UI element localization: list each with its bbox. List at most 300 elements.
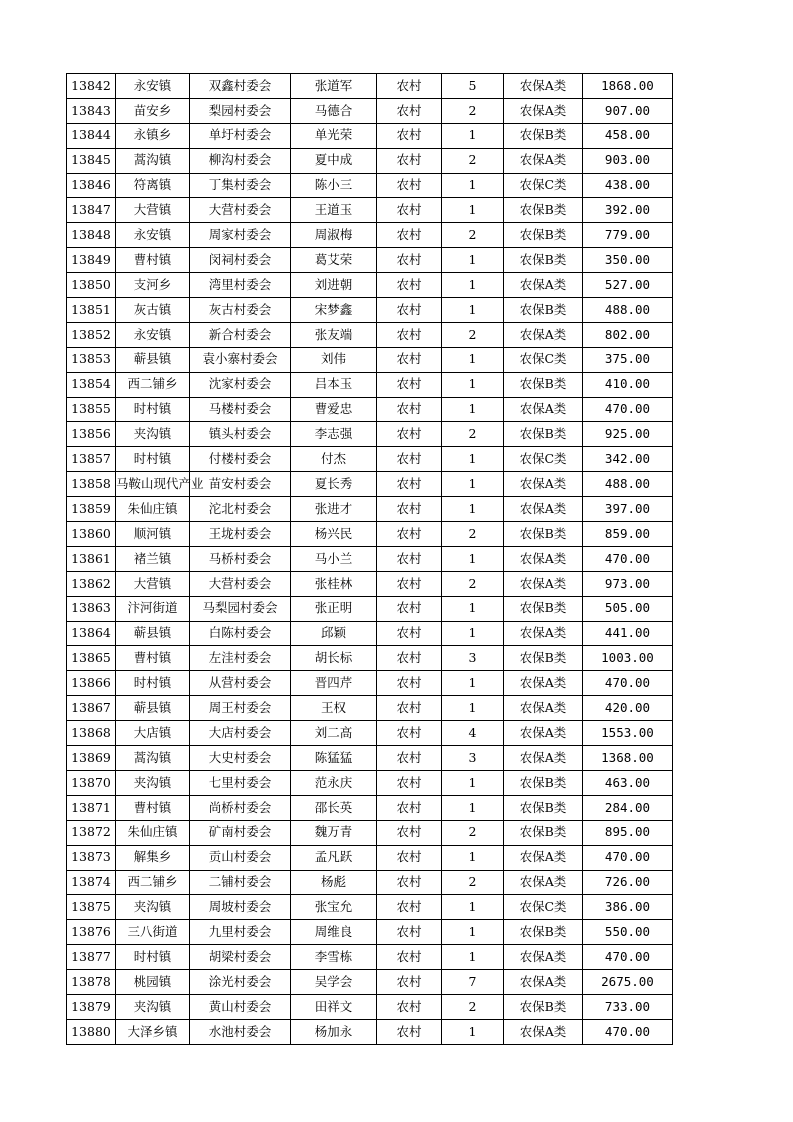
table-row — [67, 621, 673, 646]
amount-cell: 470.00 — [583, 397, 673, 422]
amount-cell: 463.00 — [583, 770, 673, 795]
town-cell: 曹村镇 — [116, 795, 190, 820]
area-type-cell: 农村 — [377, 223, 442, 248]
record-id-cell: 13844 — [67, 123, 116, 148]
area-type-cell: 农村 — [377, 994, 442, 1019]
amount-cell: 779.00 — [583, 223, 673, 248]
amount-cell: 1368.00 — [583, 746, 673, 771]
area-type-cell: 农村 — [377, 746, 442, 771]
insurance-category-cell: 农保B类 — [504, 223, 583, 248]
amount-cell: 470.00 — [583, 1019, 673, 1044]
household-count-cell: 2 — [442, 870, 504, 895]
household-count-cell: 1 — [442, 546, 504, 571]
town-cell: 马鞍山现代产业 — [116, 472, 190, 497]
household-count-cell: 1 — [442, 696, 504, 721]
record-id-cell: 13851 — [67, 298, 116, 323]
village-committee-cell: 湾里村委会 — [190, 273, 291, 298]
town-cell: 曹村镇 — [116, 646, 190, 671]
household-count-cell: 1 — [442, 298, 504, 323]
household-count-cell: 1 — [442, 1019, 504, 1044]
amount-cell: 392.00 — [583, 198, 673, 223]
area-type-cell: 农村 — [377, 397, 442, 422]
table-row — [67, 397, 673, 422]
table-row — [67, 696, 673, 721]
person-name-cell: 曹爱忠 — [291, 397, 377, 422]
village-committee-cell: 镇头村委会 — [190, 422, 291, 447]
table-row — [67, 223, 673, 248]
amount-cell: 342.00 — [583, 447, 673, 472]
town-cell: 蒿沟镇 — [116, 746, 190, 771]
village-committee-cell: 矿南村委会 — [190, 820, 291, 845]
insurance-category-cell: 农保B类 — [504, 248, 583, 273]
amount-cell: 907.00 — [583, 98, 673, 123]
amount-cell: 505.00 — [583, 596, 673, 621]
area-type-cell: 农村 — [377, 596, 442, 621]
village-committee-cell: 马楼村委会 — [190, 397, 291, 422]
insurance-category-cell: 农保A类 — [504, 472, 583, 497]
household-count-cell: 1 — [442, 770, 504, 795]
area-type-cell: 农村 — [377, 770, 442, 795]
record-id-cell: 13877 — [67, 945, 116, 970]
area-type-cell: 农村 — [377, 671, 442, 696]
person-name-cell: 周淑梅 — [291, 223, 377, 248]
household-count-cell: 1 — [442, 248, 504, 273]
record-id-cell: 13872 — [67, 820, 116, 845]
person-name-cell: 李雪栋 — [291, 945, 377, 970]
insurance-category-cell: 农保A类 — [504, 148, 583, 173]
table-row — [67, 472, 673, 497]
village-committee-cell: 左洼村委会 — [190, 646, 291, 671]
table-row — [67, 198, 673, 223]
area-type-cell: 农村 — [377, 173, 442, 198]
person-name-cell: 周维良 — [291, 920, 377, 945]
table-row — [67, 298, 673, 323]
area-type-cell: 农村 — [377, 1019, 442, 1044]
town-cell: 永安镇 — [116, 322, 190, 347]
town-cell: 蒿沟镇 — [116, 148, 190, 173]
town-cell: 解集乡 — [116, 845, 190, 870]
household-count-cell: 5 — [442, 74, 504, 99]
household-count-cell: 1 — [442, 173, 504, 198]
table-row — [67, 546, 673, 571]
insurance-category-cell: 农保B类 — [504, 770, 583, 795]
village-committee-cell: 丁集村委会 — [190, 173, 291, 198]
village-committee-cell: 周家村委会 — [190, 223, 291, 248]
amount-cell: 925.00 — [583, 422, 673, 447]
area-type-cell: 农村 — [377, 123, 442, 148]
area-type-cell: 农村 — [377, 970, 442, 995]
record-id-cell: 13873 — [67, 845, 116, 870]
table-row — [67, 372, 673, 397]
insurance-category-cell: 农保A类 — [504, 970, 583, 995]
village-committee-cell: 袁小寨村委会 — [190, 347, 291, 372]
person-name-cell: 张宝允 — [291, 895, 377, 920]
area-type-cell: 农村 — [377, 646, 442, 671]
town-cell: 夹沟镇 — [116, 895, 190, 920]
person-name-cell: 李志强 — [291, 422, 377, 447]
town-cell: 符离镇 — [116, 173, 190, 198]
area-type-cell: 农村 — [377, 347, 442, 372]
amount-cell: 1003.00 — [583, 646, 673, 671]
table-row — [67, 671, 673, 696]
record-id-cell: 13874 — [67, 870, 116, 895]
town-cell: 朱仙庄镇 — [116, 497, 190, 522]
amount-cell: 550.00 — [583, 920, 673, 945]
person-name-cell: 吕本玉 — [291, 372, 377, 397]
record-id-cell: 13864 — [67, 621, 116, 646]
insurance-category-cell: 农保B类 — [504, 522, 583, 547]
records-table-body — [67, 74, 673, 1045]
record-id-cell: 13878 — [67, 970, 116, 995]
village-committee-cell: 大史村委会 — [190, 746, 291, 771]
household-count-cell: 1 — [442, 198, 504, 223]
amount-cell: 488.00 — [583, 472, 673, 497]
area-type-cell: 农村 — [377, 895, 442, 920]
table-row — [67, 422, 673, 447]
village-committee-cell: 王垅村委会 — [190, 522, 291, 547]
insurance-category-cell: 农保B类 — [504, 123, 583, 148]
insurance-category-cell: 农保C类 — [504, 347, 583, 372]
town-cell: 夹沟镇 — [116, 994, 190, 1019]
area-type-cell: 农村 — [377, 870, 442, 895]
table-row — [67, 98, 673, 123]
household-count-cell: 3 — [442, 646, 504, 671]
village-committee-cell: 柳沟村委会 — [190, 148, 291, 173]
table-row — [67, 571, 673, 596]
household-count-cell: 1 — [442, 621, 504, 646]
insurance-category-cell: 农保B类 — [504, 820, 583, 845]
town-cell: 蕲县镇 — [116, 696, 190, 721]
person-name-cell: 刘二高 — [291, 721, 377, 746]
household-count-cell: 1 — [442, 447, 504, 472]
person-name-cell: 胡长标 — [291, 646, 377, 671]
household-count-cell: 7 — [442, 970, 504, 995]
table-row — [67, 646, 673, 671]
town-cell: 汴河街道 — [116, 596, 190, 621]
insurance-category-cell: 农保C类 — [504, 895, 583, 920]
amount-cell: 441.00 — [583, 621, 673, 646]
person-name-cell: 单光荣 — [291, 123, 377, 148]
person-name-cell: 夏中成 — [291, 148, 377, 173]
area-type-cell: 农村 — [377, 571, 442, 596]
village-committee-cell: 单圩村委会 — [190, 123, 291, 148]
insurance-category-cell: 农保B类 — [504, 298, 583, 323]
person-name-cell: 葛艾荣 — [291, 248, 377, 273]
area-type-cell: 农村 — [377, 795, 442, 820]
record-id-cell: 13857 — [67, 447, 116, 472]
record-id-cell: 13848 — [67, 223, 116, 248]
village-committee-cell: 大营村委会 — [190, 198, 291, 223]
insurance-category-cell: 农保B类 — [504, 920, 583, 945]
table-row — [67, 721, 673, 746]
table-row — [67, 248, 673, 273]
village-committee-cell: 闵祠村委会 — [190, 248, 291, 273]
table-row — [67, 522, 673, 547]
insurance-category-cell: 农保A类 — [504, 1019, 583, 1044]
table-row — [67, 1019, 673, 1044]
amount-cell: 410.00 — [583, 372, 673, 397]
town-cell: 永镇乡 — [116, 123, 190, 148]
table-row — [67, 347, 673, 372]
record-id-cell: 13866 — [67, 671, 116, 696]
town-cell: 时村镇 — [116, 397, 190, 422]
insurance-category-cell: 农保A类 — [504, 696, 583, 721]
village-committee-cell: 周王村委会 — [190, 696, 291, 721]
person-name-cell: 陈小三 — [291, 173, 377, 198]
record-id-cell: 13845 — [67, 148, 116, 173]
table-row — [67, 596, 673, 621]
record-id-cell: 13847 — [67, 198, 116, 223]
household-count-cell: 1 — [442, 347, 504, 372]
record-id-cell: 13856 — [67, 422, 116, 447]
insurance-category-cell: 农保A类 — [504, 546, 583, 571]
insurance-category-cell: 农保A类 — [504, 945, 583, 970]
record-id-cell: 13863 — [67, 596, 116, 621]
area-type-cell: 农村 — [377, 273, 442, 298]
table-row — [67, 74, 673, 99]
village-committee-cell: 梨园村委会 — [190, 98, 291, 123]
person-name-cell: 宋梦鑫 — [291, 298, 377, 323]
record-id-cell: 13879 — [67, 994, 116, 1019]
person-name-cell: 孟凡跃 — [291, 845, 377, 870]
record-id-cell: 13880 — [67, 1019, 116, 1044]
person-name-cell: 张友端 — [291, 322, 377, 347]
town-cell: 曹村镇 — [116, 248, 190, 273]
village-committee-cell: 从营村委会 — [190, 671, 291, 696]
village-committee-cell: 新合村委会 — [190, 322, 291, 347]
village-committee-cell: 黄山村委会 — [190, 994, 291, 1019]
village-committee-cell: 沈家村委会 — [190, 372, 291, 397]
person-name-cell: 张正明 — [291, 596, 377, 621]
amount-cell: 386.00 — [583, 895, 673, 920]
household-count-cell: 2 — [442, 522, 504, 547]
village-committee-cell: 大店村委会 — [190, 721, 291, 746]
insurance-category-cell: 农保B类 — [504, 795, 583, 820]
insurance-category-cell: 农保C类 — [504, 447, 583, 472]
village-committee-cell: 马桥村委会 — [190, 546, 291, 571]
table-row — [67, 870, 673, 895]
table-row — [67, 820, 673, 845]
town-cell: 蕲县镇 — [116, 621, 190, 646]
amount-cell: 375.00 — [583, 347, 673, 372]
village-committee-cell: 贡山村委会 — [190, 845, 291, 870]
record-id-cell: 13855 — [67, 397, 116, 422]
town-cell: 三八街道 — [116, 920, 190, 945]
town-cell: 时村镇 — [116, 671, 190, 696]
town-cell: 朱仙庄镇 — [116, 820, 190, 845]
insurance-category-cell: 农保A类 — [504, 397, 583, 422]
village-committee-cell: 苗安村委会 — [190, 472, 291, 497]
table-row — [67, 322, 673, 347]
person-name-cell: 付杰 — [291, 447, 377, 472]
insurance-category-cell: 农保A类 — [504, 571, 583, 596]
area-type-cell: 农村 — [377, 372, 442, 397]
amount-cell: 1868.00 — [583, 74, 673, 99]
household-count-cell: 1 — [442, 920, 504, 945]
household-count-cell: 1 — [442, 273, 504, 298]
person-name-cell: 吴学会 — [291, 970, 377, 995]
area-type-cell: 农村 — [377, 248, 442, 273]
person-name-cell: 张进才 — [291, 497, 377, 522]
amount-cell: 726.00 — [583, 870, 673, 895]
household-count-cell: 1 — [442, 397, 504, 422]
area-type-cell: 农村 — [377, 472, 442, 497]
person-name-cell: 马德合 — [291, 98, 377, 123]
table-row — [67, 497, 673, 522]
household-count-cell: 2 — [442, 422, 504, 447]
person-name-cell: 田祥文 — [291, 994, 377, 1019]
person-name-cell: 范永庆 — [291, 770, 377, 795]
town-cell: 大营镇 — [116, 571, 190, 596]
table-row — [67, 123, 673, 148]
table-row — [67, 845, 673, 870]
amount-cell: 488.00 — [583, 298, 673, 323]
insurance-category-cell: 农保B类 — [504, 994, 583, 1019]
area-type-cell: 农村 — [377, 74, 442, 99]
household-count-cell: 2 — [442, 98, 504, 123]
amount-cell: 1553.00 — [583, 721, 673, 746]
amount-cell: 903.00 — [583, 148, 673, 173]
insurance-category-cell: 农保B类 — [504, 596, 583, 621]
insurance-category-cell: 农保B类 — [504, 198, 583, 223]
person-name-cell: 夏长秀 — [291, 472, 377, 497]
insurance-category-cell: 农保A类 — [504, 98, 583, 123]
person-name-cell: 晋四芹 — [291, 671, 377, 696]
amount-cell: 470.00 — [583, 671, 673, 696]
person-name-cell: 马小兰 — [291, 546, 377, 571]
person-name-cell: 刘进朝 — [291, 273, 377, 298]
village-committee-cell: 马梨园村委会 — [190, 596, 291, 621]
household-count-cell: 1 — [442, 123, 504, 148]
town-cell: 大泽乡镇 — [116, 1019, 190, 1044]
village-committee-cell: 周坡村委会 — [190, 895, 291, 920]
town-cell: 大营镇 — [116, 198, 190, 223]
table-row — [67, 920, 673, 945]
village-committee-cell: 七里村委会 — [190, 770, 291, 795]
amount-cell: 458.00 — [583, 123, 673, 148]
village-committee-cell: 沱北村委会 — [190, 497, 291, 522]
insurance-category-cell: 农保A类 — [504, 845, 583, 870]
person-name-cell: 王权 — [291, 696, 377, 721]
table-row — [67, 945, 673, 970]
village-committee-cell: 尚桥村委会 — [190, 795, 291, 820]
town-cell: 苗安乡 — [116, 98, 190, 123]
person-name-cell: 邵长英 — [291, 795, 377, 820]
town-cell: 顺河镇 — [116, 522, 190, 547]
town-cell: 夹沟镇 — [116, 770, 190, 795]
amount-cell: 470.00 — [583, 945, 673, 970]
village-committee-cell: 二铺村委会 — [190, 870, 291, 895]
area-type-cell: 农村 — [377, 198, 442, 223]
amount-cell: 420.00 — [583, 696, 673, 721]
table-row — [67, 273, 673, 298]
person-name-cell: 魏万青 — [291, 820, 377, 845]
town-cell: 褚兰镇 — [116, 546, 190, 571]
record-id-cell: 13846 — [67, 173, 116, 198]
record-id-cell: 13867 — [67, 696, 116, 721]
area-type-cell: 农村 — [377, 920, 442, 945]
person-name-cell: 杨兴民 — [291, 522, 377, 547]
insurance-category-cell: 农保A类 — [504, 721, 583, 746]
record-id-cell: 13852 — [67, 322, 116, 347]
town-cell: 永安镇 — [116, 223, 190, 248]
insurance-category-cell: 农保A类 — [504, 671, 583, 696]
amount-cell: 438.00 — [583, 173, 673, 198]
town-cell: 大店镇 — [116, 721, 190, 746]
amount-cell: 859.00 — [583, 522, 673, 547]
record-id-cell: 13862 — [67, 571, 116, 596]
table-row — [67, 447, 673, 472]
village-committee-cell: 涂光村委会 — [190, 970, 291, 995]
record-id-cell: 13861 — [67, 546, 116, 571]
record-id-cell: 13860 — [67, 522, 116, 547]
area-type-cell: 农村 — [377, 322, 442, 347]
insurance-category-cell: 农保A类 — [504, 273, 583, 298]
amount-cell: 973.00 — [583, 571, 673, 596]
household-count-cell: 2 — [442, 223, 504, 248]
household-count-cell: 1 — [442, 845, 504, 870]
record-id-cell: 13849 — [67, 248, 116, 273]
table-row — [67, 795, 673, 820]
household-count-cell: 1 — [442, 596, 504, 621]
person-name-cell: 王道玉 — [291, 198, 377, 223]
household-count-cell: 2 — [442, 994, 504, 1019]
village-committee-cell: 九里村委会 — [190, 920, 291, 945]
amount-cell: 2675.00 — [583, 970, 673, 995]
amount-cell: 802.00 — [583, 322, 673, 347]
table-row — [67, 148, 673, 173]
amount-cell: 470.00 — [583, 546, 673, 571]
household-count-cell: 2 — [442, 322, 504, 347]
village-committee-cell: 胡梁村委会 — [190, 945, 291, 970]
record-id-cell: 13870 — [67, 770, 116, 795]
area-type-cell: 农村 — [377, 522, 442, 547]
record-id-cell: 13859 — [67, 497, 116, 522]
town-cell: 西二铺乡 — [116, 372, 190, 397]
table-row — [67, 173, 673, 198]
town-cell: 蕲县镇 — [116, 347, 190, 372]
household-count-cell: 1 — [442, 671, 504, 696]
area-type-cell: 农村 — [377, 721, 442, 746]
household-count-cell: 1 — [442, 372, 504, 397]
town-cell: 永安镇 — [116, 74, 190, 99]
area-type-cell: 农村 — [377, 621, 442, 646]
person-name-cell: 张道军 — [291, 74, 377, 99]
household-count-cell: 4 — [442, 721, 504, 746]
household-count-cell: 3 — [442, 746, 504, 771]
amount-cell: 397.00 — [583, 497, 673, 522]
amount-cell: 470.00 — [583, 845, 673, 870]
person-name-cell: 刘伟 — [291, 347, 377, 372]
amount-cell: 895.00 — [583, 820, 673, 845]
record-id-cell: 13865 — [67, 646, 116, 671]
area-type-cell: 农村 — [377, 820, 442, 845]
record-id-cell: 13853 — [67, 347, 116, 372]
town-cell: 时村镇 — [116, 447, 190, 472]
table-row — [67, 746, 673, 771]
village-committee-cell: 双鑫村委会 — [190, 74, 291, 99]
area-type-cell: 农村 — [377, 298, 442, 323]
village-committee-cell: 白陈村委会 — [190, 621, 291, 646]
amount-cell: 350.00 — [583, 248, 673, 273]
records-table — [66, 73, 673, 1045]
town-cell: 时村镇 — [116, 945, 190, 970]
insurance-category-cell: 农保A类 — [504, 497, 583, 522]
record-id-cell: 13876 — [67, 920, 116, 945]
household-count-cell: 1 — [442, 895, 504, 920]
person-name-cell: 杨加永 — [291, 1019, 377, 1044]
record-id-cell: 13842 — [67, 74, 116, 99]
